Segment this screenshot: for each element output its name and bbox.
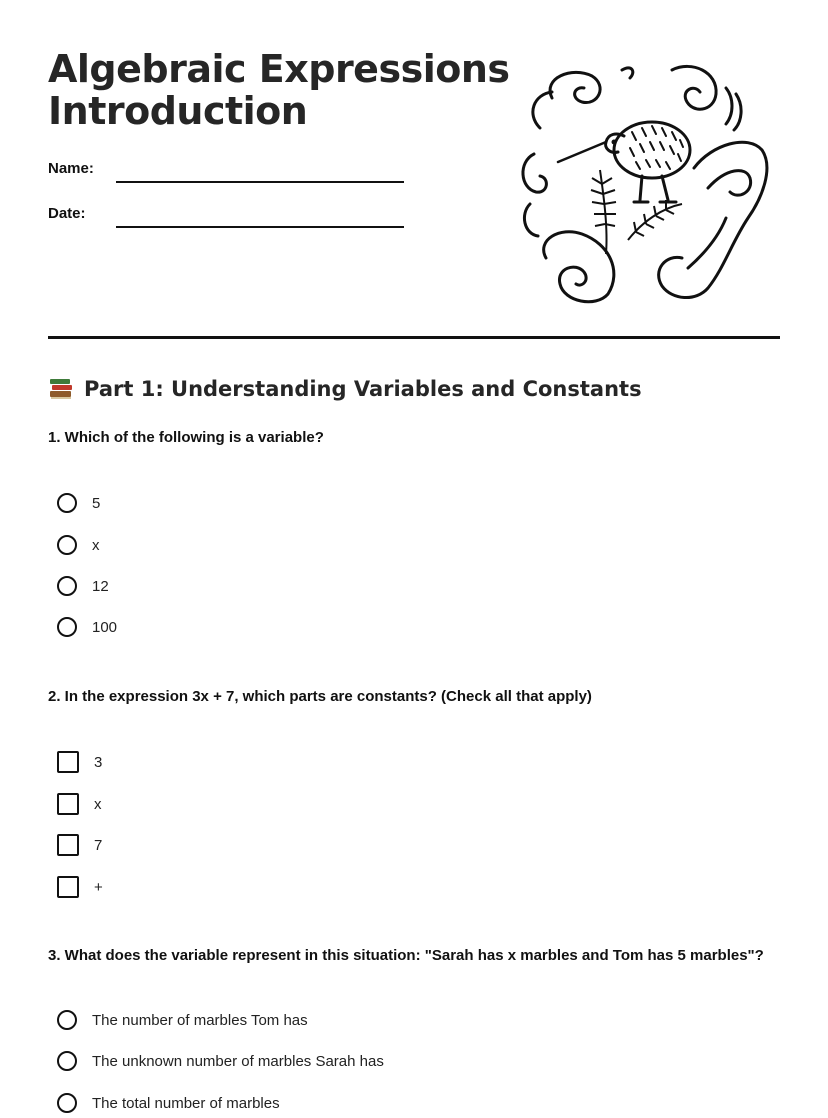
question-1-option-1[interactable] bbox=[57, 491, 100, 515]
question-3: 3. What does the variable represent in this situation: "Sarah has x marbles and Tom has 5 marbles"? bbox=[48, 947, 764, 964]
question-2-option-4[interactable] bbox=[57, 875, 103, 899]
option-label: 7 bbox=[94, 836, 103, 854]
radio-button[interactable] bbox=[57, 576, 77, 596]
question-3-option-2[interactable] bbox=[57, 1049, 384, 1073]
radio-button[interactable] bbox=[57, 1010, 77, 1030]
option-label: 3 bbox=[94, 753, 103, 771]
checkbox[interactable] bbox=[57, 834, 79, 856]
radio-button[interactable] bbox=[57, 493, 77, 513]
question-1: 1. Which of the following is a variable? bbox=[48, 429, 324, 446]
kiwi-koru-emblem-icon bbox=[512, 58, 774, 308]
date-field[interactable] bbox=[116, 226, 404, 228]
question-1-option-4[interactable] bbox=[57, 615, 117, 639]
radio-button[interactable] bbox=[57, 1093, 77, 1113]
question-2-option-3[interactable] bbox=[57, 833, 102, 857]
question-2: 2. In the expression 3x + 7, which parts are constants? (Check all that apply) bbox=[48, 688, 592, 705]
option-label: The number of marbles Tom has bbox=[92, 1011, 308, 1029]
name-field[interactable] bbox=[116, 181, 404, 183]
date-label: Date: bbox=[48, 205, 86, 222]
radio-button[interactable] bbox=[57, 535, 77, 555]
option-label: + bbox=[94, 878, 103, 896]
name-label: Name: bbox=[48, 160, 94, 177]
option-label: The total number of marbles bbox=[92, 1094, 280, 1112]
option-label: x bbox=[92, 536, 100, 554]
option-label: 100 bbox=[92, 618, 118, 636]
radio-button[interactable] bbox=[57, 617, 77, 637]
question-2-option-1[interactable] bbox=[57, 750, 102, 774]
radio-button[interactable] bbox=[57, 1051, 77, 1071]
books-icon bbox=[48, 377, 74, 401]
checkbox[interactable] bbox=[57, 876, 79, 898]
option-label: The unknown number of marbles Sarah has bbox=[92, 1052, 384, 1070]
title-line-1: Algebraic Expressions bbox=[48, 47, 510, 91]
checkbox[interactable] bbox=[57, 793, 79, 815]
question-1-option-3[interactable] bbox=[57, 574, 109, 598]
question-1-option-2[interactable] bbox=[57, 533, 100, 557]
question-2-option-2[interactable] bbox=[57, 792, 102, 816]
option-label: x bbox=[94, 795, 102, 813]
part-1-heading-text: Part 1: Understanding Variables and Constants bbox=[84, 377, 642, 401]
checkbox[interactable] bbox=[57, 751, 79, 773]
option-label: 12 bbox=[92, 577, 109, 595]
worksheet-title bbox=[48, 48, 510, 132]
question-3-option-1[interactable] bbox=[57, 1008, 308, 1032]
option-label: 5 bbox=[92, 494, 101, 512]
part-1-heading bbox=[48, 374, 642, 404]
title-line-2: Introduction bbox=[48, 89, 308, 133]
header-divider bbox=[48, 336, 780, 339]
question-3-option-3[interactable] bbox=[57, 1091, 280, 1115]
